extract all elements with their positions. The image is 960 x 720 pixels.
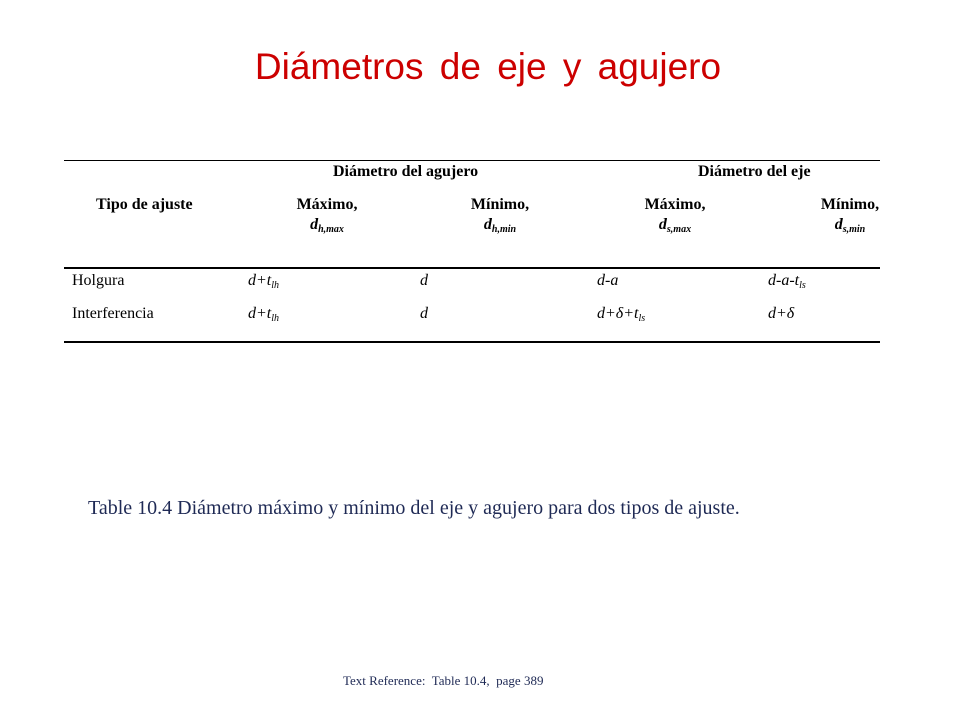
cell-shaft-max: d-a (597, 272, 619, 289)
table-header-rule (64, 267, 880, 269)
table-bottom-rule (64, 341, 880, 343)
column-header-shaft-max-label: Máximo, (644, 196, 706, 213)
column-header-hole-min (450, 195, 550, 240)
cell-shaft-max: $d+\delta+t_{ls}$ (597, 305, 646, 324)
column-header-shaft-min-symbol: $d_{s,min}$ (834, 216, 866, 235)
cell-hole-max: $d+t_{lh}$ (248, 272, 280, 291)
cell-fit-type: Holgura (72, 272, 125, 289)
cell-hole-min: d (420, 305, 428, 322)
column-header-hole-max (272, 195, 382, 240)
cell-shaft-min: $d-a-t_{ls}$ (768, 272, 806, 291)
cell-hole-max: $d+t_{lh}$ (248, 305, 280, 324)
column-header-shaft-min-label: Mínimo, (820, 196, 880, 213)
group-header-shaft: Diámetro del eje (698, 163, 811, 180)
cell-fit-type: Interferencia (72, 305, 154, 322)
column-header-fit-type: Tipo de ajuste (96, 196, 193, 213)
cell-hole-min: d (420, 272, 428, 289)
text-reference: Text Reference: Table 10.4, page 389 (343, 673, 544, 688)
column-header-hole-max-symbol: $d_{h,max}$ (310, 216, 344, 235)
column-header-shaft-min (800, 195, 900, 240)
table-top-rule (64, 160, 880, 161)
column-header-shaft-max (620, 195, 730, 240)
table-row (0, 272, 960, 292)
column-header-hole-min-label: Mínimo, (470, 196, 530, 213)
column-header-hole-max-label: Máximo, (296, 196, 358, 213)
cell-shaft-min: d+δ (768, 305, 795, 322)
table-row (0, 305, 960, 325)
column-header-hole-min-symbol: $d_{h,min}$ (483, 216, 517, 235)
page-title: Diámetros de eje y agujero (254, 46, 722, 87)
column-header-shaft-max-symbol: $d_{s,max}$ (658, 216, 692, 235)
table-caption: Table 10.4 Diámetro máximo y mínimo del eje y agujero para dos tipos de ajuste. (88, 497, 740, 519)
group-header-hole: Diámetro del agujero (333, 163, 479, 180)
